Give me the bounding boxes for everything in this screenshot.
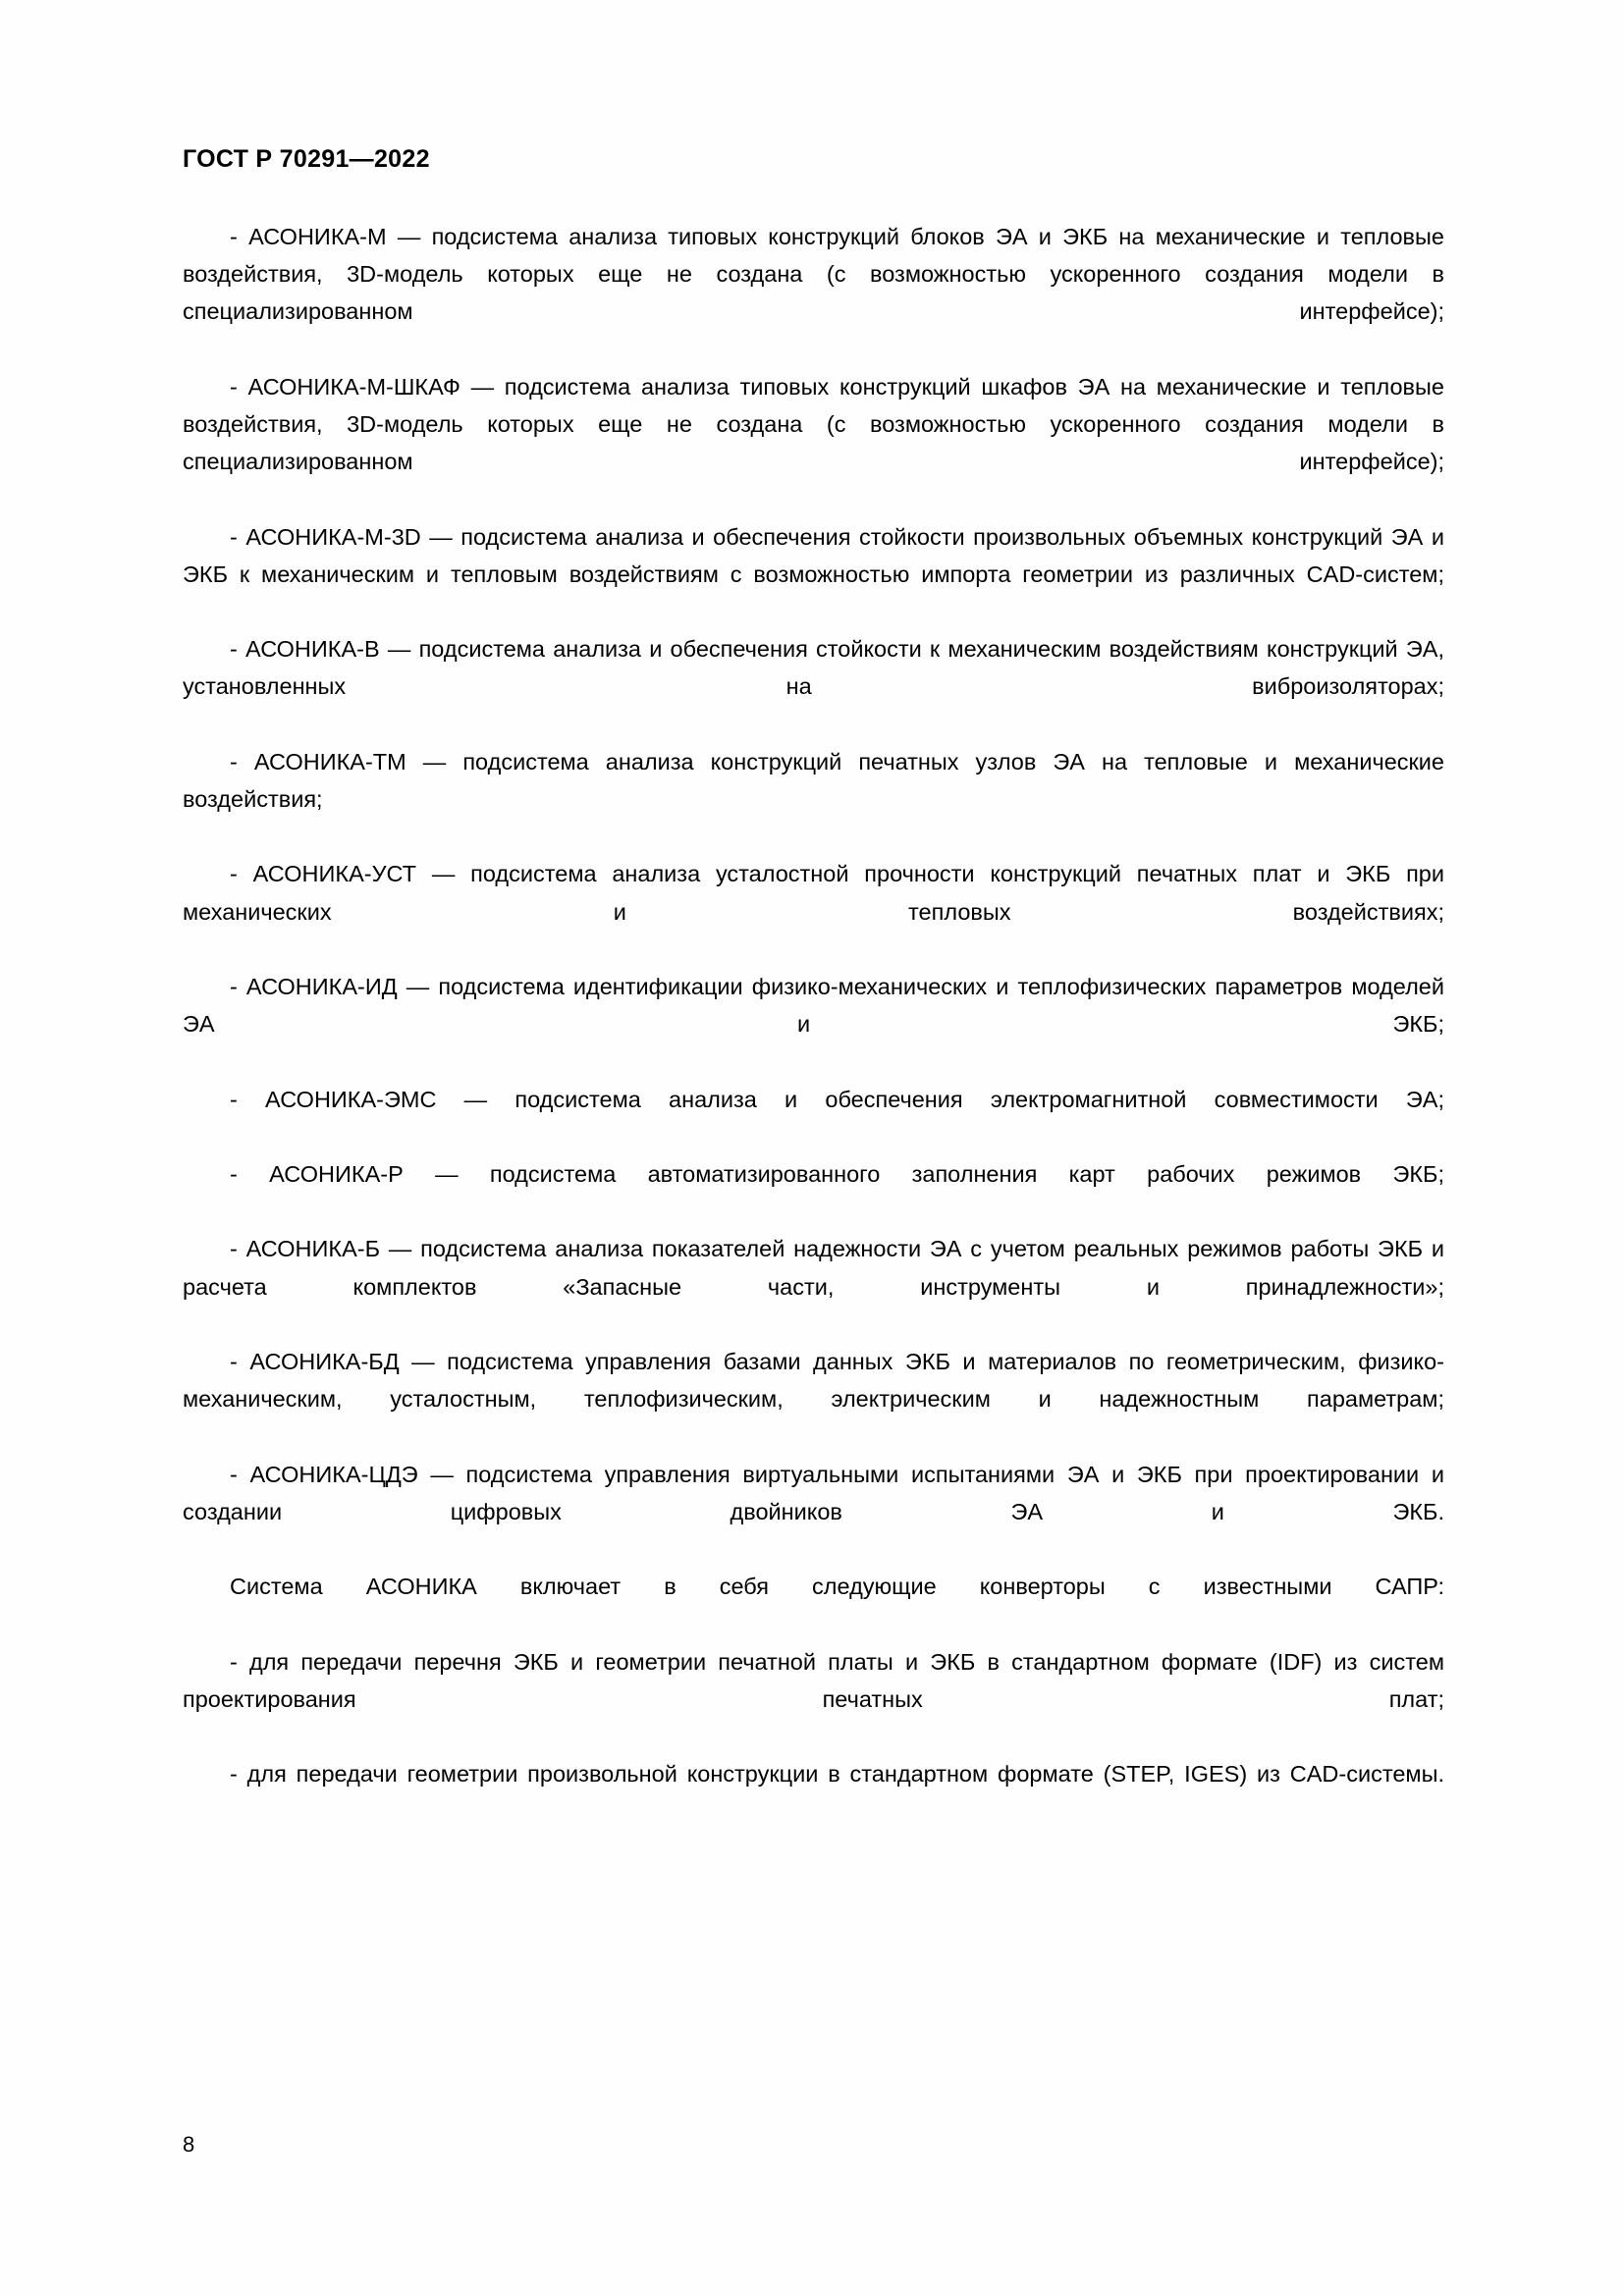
paragraph: - АСОНИКА-ТМ — подсистема анализа конструкций печатных узлов ЭА на тепловые и механические воздействия; [183,748,1444,813]
paragraph: - АСОНИКА-Р — подсистема автоматизированного заполнения карт рабочих режимов ЭКБ; [230,1161,1444,1188]
body-text [183,218,1444,1831]
paragraph: - АСОНИКА-М-ШКАФ — подсистема анализа типовых конструкций шкафов ЭА на механические и тепловые воздействия, 3D-модель которых еще не создана (с возможностью ускоренного создания модели в специализированном интерфейсе); [183,373,1444,475]
paragraph: - для передачи геометрии произвольной конструкции в стандартном формате (STEP, IGES) из CAD-системы. [230,1761,1444,1788]
paragraph: - АСОНИКА-ЦДЭ — подсистема управления виртуальными испытаниями ЭА и ЭКБ при проектировании и создании цифровых двойников ЭА и ЭКБ. [183,1461,1444,1524]
paragraph: - АСОНИКА-ИД — подсистема идентификации физико-механических и теплофизических параметров моделей ЭА и ЭКБ; [183,974,1444,1038]
paragraph: Система АСОНИКА включает в себя следующие конверторы с известными САПР: [230,1574,1444,1600]
paragraph: - АСОНИКА-БД — подсистема управления базами данных ЭКБ и материалов по геометрическим, физико-механическим, усталостным, теплофизическим, электрическим и надежностным параметрам; [183,1349,1444,1413]
paragraph: - АСОНИКА-М — подсистема анализа типовых конструкций блоков ЭА и ЭКБ на механические и тепловые воздействия, 3D-модель которых еще не создана (с возможностью ускоренного создания модели в специализированном интерфейсе); [183,224,1444,325]
paragraph: - АСОНИКА-М-3D — подсистема анализа и обеспечения стойкости произвольных объемных конструкций ЭА и ЭКБ к механическим и тепловым воздействиям с возможностью импорта геометрии из различных CAD-систем; [183,523,1444,587]
paragraph: - АСОНИКА-ЭМС — подсистема анализа и обеспечения электромагнитной совместимости ЭА; [230,1086,1444,1112]
paragraph: - АСОНИКА-В — подсистема анализа и обеспечения стойкости к механическим воздействиям конструкций ЭА, установленных на виброизоляторах; [183,636,1444,700]
paragraph: - АСОНИКА-УСТ — подсистема анализа усталостной прочности конструкций печатных плат и ЭКБ при механических и тепловых воздействиях; [183,861,1444,925]
paragraph: - АСОНИКА-Б — подсистема анализа показателей надежности ЭА с учетом реальных режимов работы ЭКБ и расчета комплектов «Запасные части, инструменты и принадлежности»; [183,1236,1444,1300]
standard-header: ГОСТ Р 70291—2022 [183,145,430,173]
paragraph: - для передачи перечня ЭКБ и геометрии печатной платы и ЭКБ в стандартном формате (IDF) из систем проектирования печатных плат; [183,1648,1444,1712]
page-number: 8 [183,2132,195,2157]
